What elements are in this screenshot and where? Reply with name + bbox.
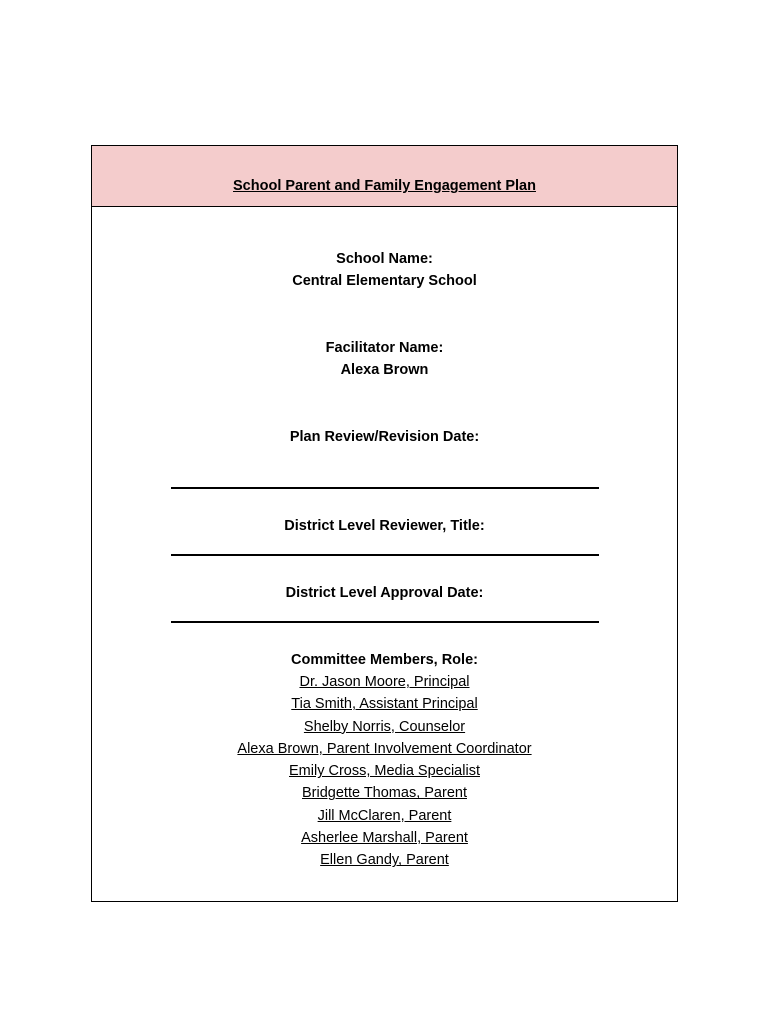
committee-member: Dr. Jason Moore, Principal (299, 674, 470, 690)
committee-member: Emily Cross, Media Specialist (289, 763, 480, 780)
committee-member: Jill McClaren, Parent (317, 807, 452, 824)
approval-date-label: District Level Approval Date: (285, 585, 484, 601)
facilitator-label: Facilitator Name: (325, 340, 444, 356)
review-date-label: Plan Review/Revision Date: (289, 429, 480, 445)
engagement-plan-form (91, 145, 678, 902)
approval-date-line (171, 621, 599, 623)
committee-members-list (92, 671, 677, 872)
facilitator-section (92, 337, 677, 381)
school-name-section (92, 248, 677, 292)
committee-member: Tia Smith, Assistant Principal (291, 696, 478, 713)
form-title: School Parent and Family Engagement Plan (233, 178, 536, 194)
form-header (92, 146, 677, 207)
review-date-section (92, 426, 677, 448)
reviewer-label: District Level Reviewer, Title: (284, 518, 485, 534)
school-name-label: School Name: (336, 251, 433, 267)
committee-member: Asherlee Marshall, Parent (301, 830, 468, 847)
reviewer-section (92, 515, 677, 537)
review-date-line (171, 487, 599, 489)
committee-member: Shelby Norris, Counselor (303, 718, 466, 735)
reviewer-line (171, 554, 599, 556)
committee-member: Alexa Brown, Parent Involvement Coordinator (237, 740, 532, 757)
committee-label: Committee Members, Role: (291, 652, 478, 668)
school-name-value: Central Elementary School (292, 273, 477, 289)
committee-section (92, 649, 677, 872)
approval-date-section (92, 582, 677, 604)
facilitator-value: Alexa Brown (340, 362, 429, 378)
committee-member: Bridgette Thomas, Parent (302, 785, 467, 802)
committee-member: Ellen Gandy, Parent (320, 852, 449, 869)
